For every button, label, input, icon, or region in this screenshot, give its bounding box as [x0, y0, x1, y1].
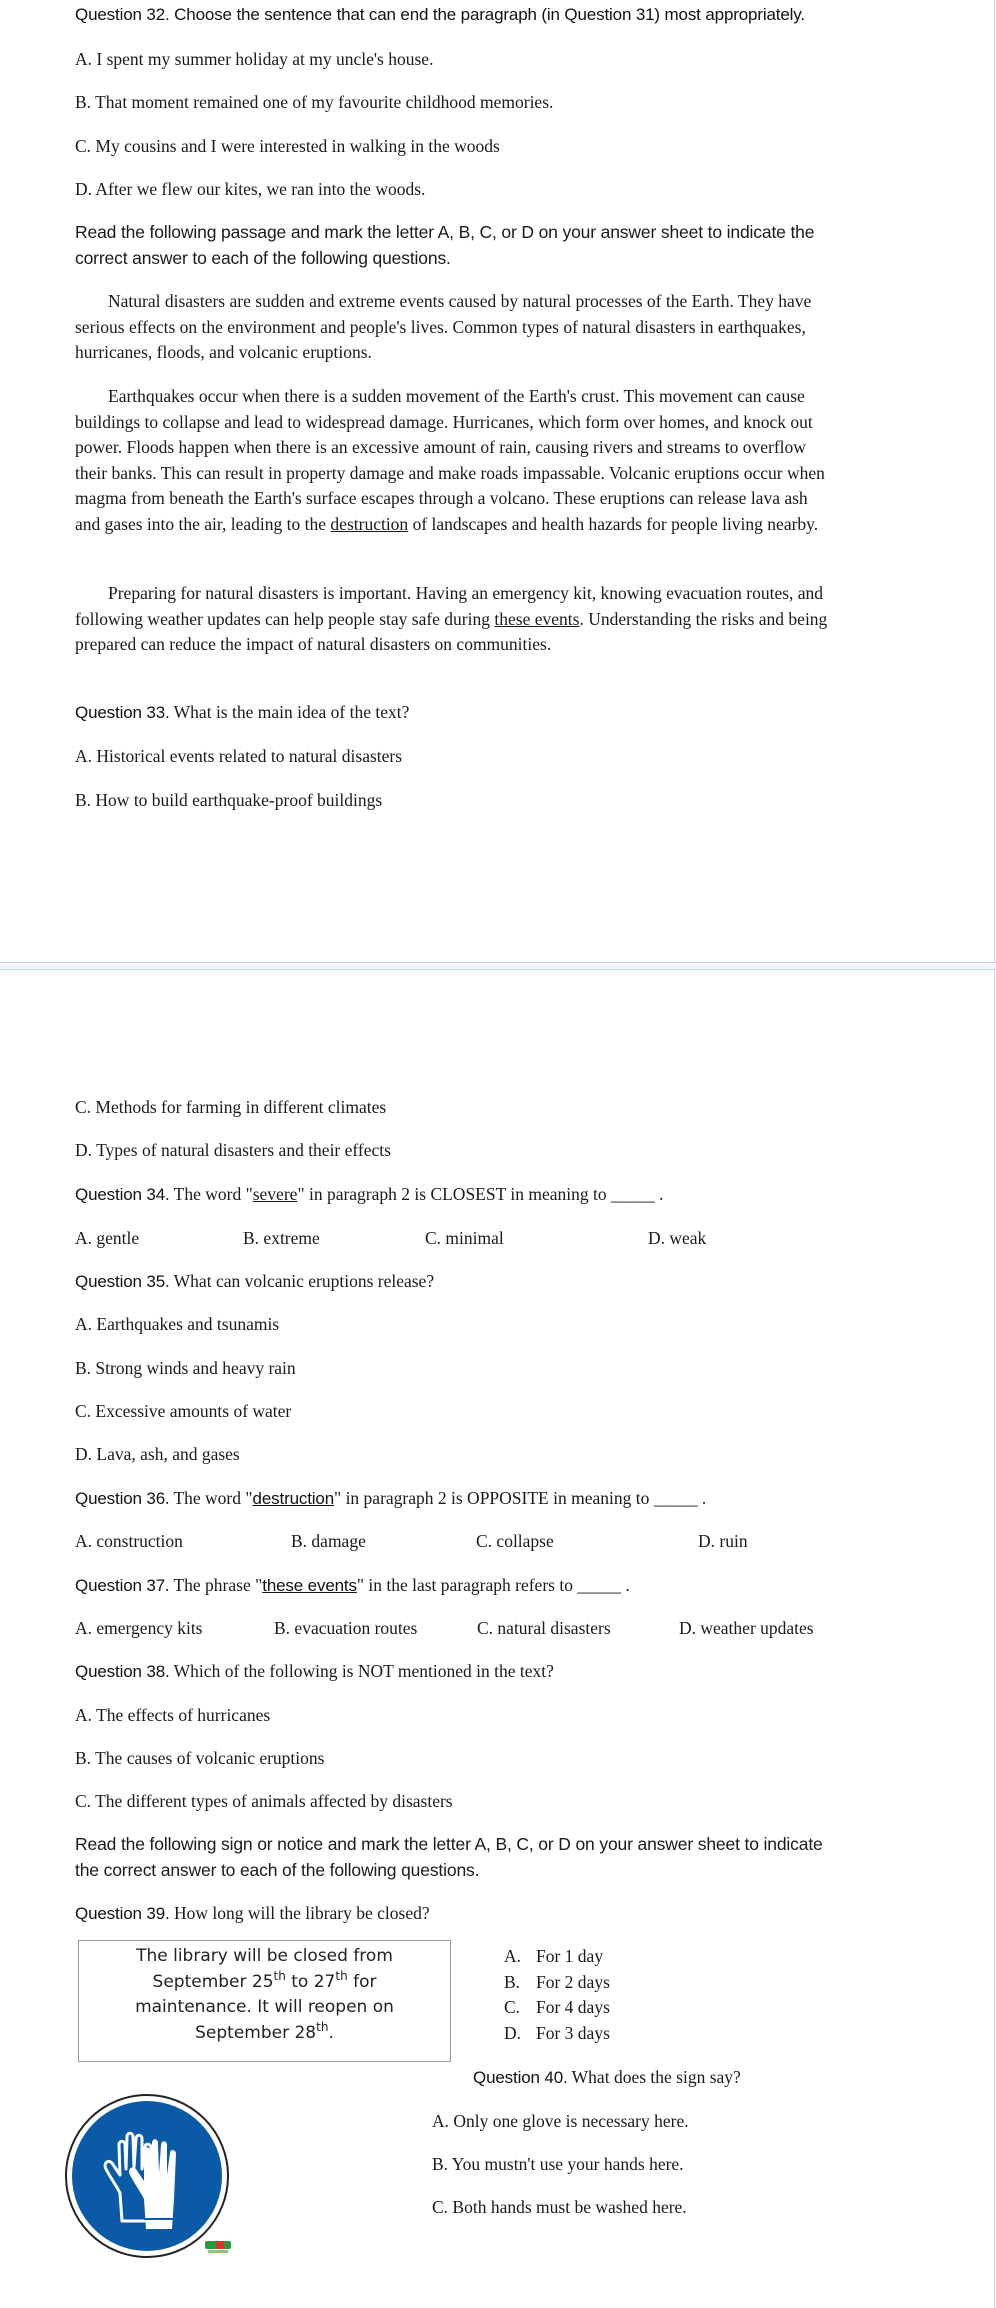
- notice-period: .: [328, 2022, 334, 2043]
- q39-option-b-text: For 2 days: [536, 1972, 610, 1992]
- q38-label: Question 38.: [75, 1662, 170, 1681]
- q36-option-a: A. construction: [75, 1531, 183, 1551]
- q38-option-b: B. The causes of volcanic eruptions: [75, 1748, 325, 1768]
- q39-option-d-text: For 3 days: [536, 2023, 610, 2043]
- passage-paragraph-1: [75, 289, 837, 366]
- q39-option-c-letter: C.: [504, 1997, 521, 2017]
- q35-text: What can volcanic eruptions release?: [169, 1271, 435, 1291]
- gloves-icon: [64, 2093, 230, 2259]
- q37-option-d: D. weather updates: [679, 1618, 814, 1638]
- q35-question: [75, 1269, 434, 1295]
- q36-option-b: B. damage: [291, 1531, 366, 1551]
- q40-label: Question 40.: [473, 2068, 568, 2087]
- q36-question: [75, 1486, 706, 1512]
- library-notice: [78, 1940, 451, 2062]
- notice-for: for: [347, 1971, 377, 1992]
- q35-option-a: A. Earthquakes and tsunamis: [75, 1314, 280, 1334]
- passage-p3-text: Preparing for natural disasters is important. Having an emergency kit, knowing evacuation routes, and following weather updates can help people stay safe during: [75, 583, 824, 629]
- q39-option-a-letter: A.: [504, 1946, 522, 1966]
- q37-question: [75, 1573, 630, 1599]
- q37-option-b: B. evacuation routes: [274, 1618, 418, 1638]
- q39-option-c: [504, 1995, 610, 2021]
- q39-label: Question 39.: [75, 1904, 170, 1923]
- passage-word-destruction: destruction: [330, 513, 409, 534]
- notice-line-3: maintenance. It will reopen on: [135, 1997, 394, 2017]
- passage-p3-end: . Understanding the risks and being prepared can reduce the impact of natural disasters on communities.: [75, 608, 828, 654]
- q34-option-c: C. minimal: [425, 1228, 504, 1248]
- q32-option-b: B. That moment remained one of my favourite childhood memories.: [75, 92, 554, 112]
- q37-phrase: these events: [262, 1576, 357, 1595]
- notice-line-1: The library will be closed from: [136, 1946, 393, 1966]
- q33-label: Question 33.: [75, 703, 170, 722]
- page-break: [0, 962, 996, 970]
- q35-option-b: B. Strong winds and heavy rain: [75, 1358, 296, 1378]
- passage-p2-end: of landscapes and health hazards for people living nearby.: [408, 513, 819, 534]
- q33-option-c: C. Methods for farming in different climates: [75, 1097, 387, 1117]
- notice-sup-3: th: [316, 2019, 329, 2034]
- q36-text-post: " in paragraph 2 is OPPOSITE in meaning to _____ .: [334, 1488, 707, 1508]
- q37-option-c: C. natural disasters: [477, 1618, 611, 1638]
- passage-p2-text: Earthquakes occur when there is a sudden movement of the Earth's crust. This movement can cause buildings to collapse and lead to widespread damage. Hurricanes, which form over homes, and knock out power. Floods happen when there is an excessive amount of rain, causing rivers and streams to overflow their banks. This can result in property damage and make roads impassable. Volcanic eruptions occur when magma from beneath the Earth's surface escapes through a volcano. These eruptions can release lava ash and gases into the air, leading to the: [75, 386, 825, 534]
- q36-text-pre: . The word ": [165, 1488, 253, 1508]
- passage-paragraph-2: [75, 384, 837, 537]
- passage-p1-text: Natural disasters are sudden and extreme events caused by natural processes of the Earth. They have serious effects on the environment and people's lives. Common types of natural disasters in earthquakes, hurricanes, floods, and volcanic eruptions.: [75, 291, 812, 362]
- q34-option-a: A. gentle: [75, 1228, 140, 1248]
- q34-option-b: B. extreme: [243, 1228, 320, 1248]
- q39-option-a: [504, 1944, 603, 1970]
- notice-date-end: to 27: [285, 1971, 336, 1992]
- q40-option-a: A. Only one glove is necessary here.: [432, 2111, 689, 2131]
- instruction-passage: Read the following passage and mark the letter A, B, C, or D on your answer sheet to indicate the correct answer to each of the following questions.: [75, 222, 815, 268]
- q34-option-d: D. weak: [648, 1228, 707, 1248]
- q40-option-c: C. Both hands must be washed here.: [432, 2197, 687, 2217]
- q32-option-a: A. I spent my summer holiday at my uncle's house.: [75, 49, 434, 69]
- notice-reopen-date: September 28: [195, 2022, 317, 2043]
- q40-option-b: B. You mustn't use your hands here.: [432, 2154, 684, 2174]
- q33-option-a: A. Historical events related to natural disasters: [75, 746, 403, 766]
- q39-question: [75, 1901, 430, 1927]
- q35-option-d: D. Lava, ash, and gases: [75, 1444, 240, 1464]
- q37-option-a: A. emergency kits: [75, 1618, 203, 1638]
- q40-text: What does the sign say?: [567, 2067, 741, 2087]
- q36-option-d: D. ruin: [698, 1531, 748, 1551]
- q39-option-b-letter: B.: [504, 1972, 521, 1992]
- q39-option-b: [504, 1970, 610, 1996]
- q38-option-a: A. The effects of hurricanes: [75, 1705, 271, 1725]
- notice-sup-1: th: [273, 1968, 286, 1983]
- q39-text: How long will the library be closed?: [169, 1903, 430, 1923]
- q38-text: Which of the following is NOT mentioned in the text?: [169, 1661, 554, 1681]
- q32-label: Question 32. Choose the sentence that can end the paragraph (in Question 31) most appropriately.: [75, 5, 805, 24]
- q34-text-pre: The word ": [169, 1184, 253, 1204]
- q33-option-d: D. Types of natural disasters and their effects: [75, 1140, 391, 1160]
- q34-text-post: " in paragraph 2 is CLOSEST in meaning to _____ .: [297, 1184, 664, 1204]
- q33-text: What is the main idea of the text?: [169, 702, 410, 722]
- q36-word: destruction: [252, 1489, 335, 1508]
- q33-option-b: B. How to build earthquake-proof buildings: [75, 790, 383, 810]
- q33-question: [75, 700, 409, 726]
- q39-option-d-letter: D.: [504, 2023, 522, 2043]
- q37-label: Question 37: [75, 1576, 166, 1595]
- watermark-stamp-icon: [204, 2240, 232, 2254]
- passage-paragraph-3: [75, 581, 837, 658]
- q36-option-c: C. collapse: [476, 1531, 554, 1551]
- q38-option-c: C. The different types of animals affected by disasters: [75, 1791, 453, 1811]
- instruction-signs: Read the following sign or notice and mark the letter A, B, C, or D on your answer sheet to indicate the correct answer to each of the following questions.: [75, 1834, 823, 1880]
- q38-question: [75, 1659, 554, 1685]
- q39-option-a-text: For 1 day: [536, 1946, 604, 1966]
- q35-label: Question 35.: [75, 1272, 170, 1291]
- q36-label: Question 36: [75, 1489, 166, 1508]
- q39-option-c-text: For 4 days: [536, 1997, 610, 2017]
- q32-option-c: C. My cousins and I were interested in walking in the woods: [75, 136, 500, 156]
- q35-option-c: C. Excessive amounts of water: [75, 1401, 292, 1421]
- q34-word: severe: [252, 1184, 298, 1204]
- notice-date-start: September 25: [152, 1971, 274, 1992]
- q40-question: [473, 2065, 741, 2091]
- q34-question: [75, 1182, 663, 1208]
- notice-line-2: [79, 1970, 450, 1996]
- q37-text-pre: . The phrase ": [165, 1575, 263, 1595]
- q37-text-post: " in the last paragraph refers to _____ .: [356, 1575, 630, 1595]
- notice-sup-2: th: [335, 1968, 348, 1983]
- q34-label: Question 34.: [75, 1185, 170, 1204]
- passage-phrase-these-events: these events: [494, 608, 580, 629]
- notice-line-4: [79, 2021, 450, 2047]
- q32-option-d: D. After we flew our kites, we ran into the woods.: [75, 179, 426, 199]
- q39-option-d: [504, 2021, 610, 2047]
